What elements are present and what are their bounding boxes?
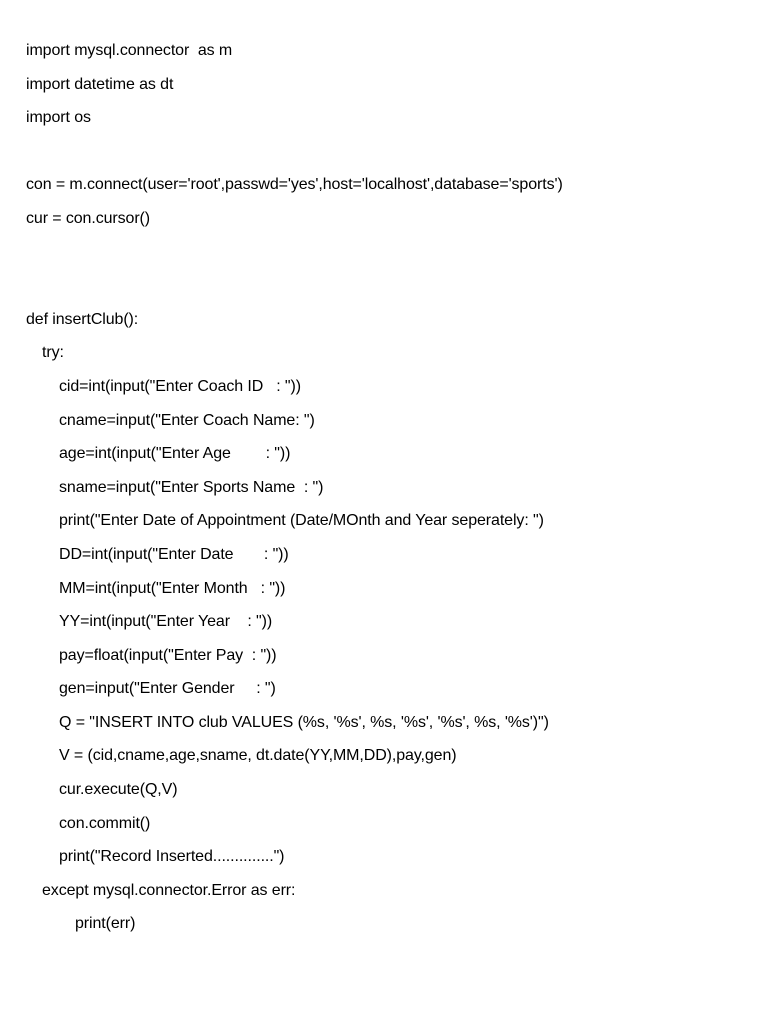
code-line-pay: pay=float(input("Enter Pay : ")) xyxy=(59,646,277,664)
blank-line-2 xyxy=(26,242,746,276)
code-line-print-date-prompt: print("Enter Date of Appointment (Date/MOnth and Year seperately: ") xyxy=(59,512,544,530)
code-line-print-inserted: print("Record Inserted..............") xyxy=(59,848,285,866)
code-line-1: import mysql.connector as m xyxy=(26,42,233,59)
code-line-mm: MM=int(input("Enter Month : ")) xyxy=(59,579,286,597)
try-statement: try: xyxy=(42,344,64,362)
code-line-yy: YY=int(input("Enter Year : ")) xyxy=(59,613,273,631)
code-line-dd: DD=int(input("Enter Date : ")) xyxy=(59,545,289,563)
code-line-6: cur = con.cursor() xyxy=(26,209,151,227)
function-definition: def insertClub(): xyxy=(26,310,139,328)
code-line-gen: gen=input("Enter Gender : ") xyxy=(59,680,276,698)
blank-line-3 xyxy=(26,275,746,309)
code-line-age: age=int(input("Enter Age : ")) xyxy=(59,445,291,463)
code-listing xyxy=(26,40,746,947)
code-line-3: import os xyxy=(26,109,91,127)
code-line-execute: cur.execute(Q,V) xyxy=(59,781,178,799)
code-line-commit: con.commit() xyxy=(59,814,151,832)
code-line-query: Q = "INSERT INTO club VALUES (%s, '%s', %s, '%s', '%s', %s, '%s')") xyxy=(59,713,549,731)
code-line-sname: sname=input("Enter Sports Name : ") xyxy=(59,478,324,496)
code-line-values: V = (cid,cname,age,sname, dt.date(YY,MM,DD),pay,gen) xyxy=(59,747,457,765)
blank-line-1 xyxy=(26,141,746,175)
code-line-cid: cid=int(input("Enter Coach ID : ")) xyxy=(59,377,301,395)
except-statement: except mysql.connector.Error as err: xyxy=(42,881,296,899)
code-line-2: import datetime as dt xyxy=(26,75,174,93)
code-line-cname: cname=input("Enter Coach Name: ") xyxy=(59,411,315,429)
code-line-5: con = m.connect(user='root',passwd='yes',host='localhost',database='sports') xyxy=(26,176,563,194)
code-line-print-error: print(err) xyxy=(75,915,136,933)
